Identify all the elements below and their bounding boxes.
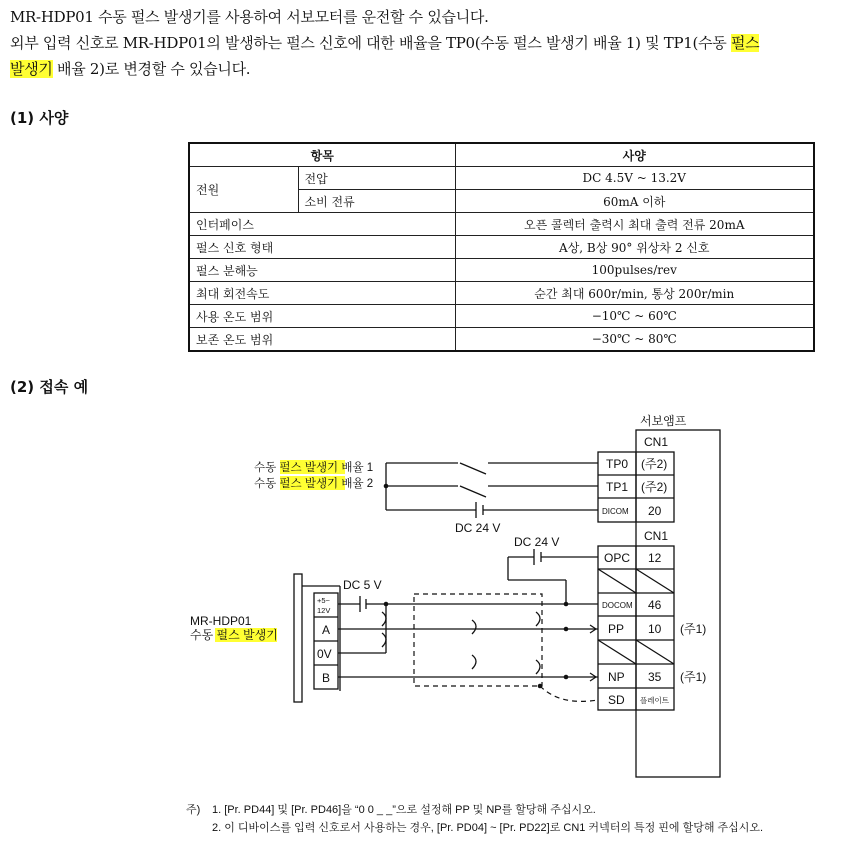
pin-num: 12 — [648, 551, 662, 565]
pin-name: OPC — [604, 551, 631, 565]
header-spec: 사양 — [455, 143, 814, 167]
np-note: (주1) — [680, 670, 707, 684]
section-title-connection: (2) 접속 예 — [10, 378, 89, 396]
highlight-pulse: 펄스 — [730, 34, 760, 52]
spec-value: A상, B상 90° 위상차 2 신호 — [455, 236, 814, 259]
pin-num: 플레이트 — [640, 696, 669, 705]
spec-item: 펄스 분해능 — [189, 259, 455, 282]
spec-item: 펄스 신호 형태 — [189, 236, 455, 259]
dev-pin-power-2: 12V — [317, 606, 331, 615]
intro-line-2-text: 외부 입력 신호로 MR-HDP01의 발생하는 펄스 신호에 대한 배율을 TP0(수동 펄스 발생기 배율 1) 및 TP1(수동 — [10, 34, 731, 52]
pin-name: DICOM — [602, 507, 629, 516]
pin-num: 46 — [648, 598, 662, 612]
header-item: 항목 — [189, 143, 455, 167]
note-2: 2. 이 디바이스를 입력 신호로서 사용하는 경우, [Pr. PD04] ~ [Pr. PD22]로 CN1 커넥터의 특정 핀에 할당해 주십시오. — [212, 822, 764, 834]
pin-num: 35 — [648, 670, 662, 684]
highlight-generator: 발생기 — [10, 60, 53, 78]
dev-pin-b: B — [322, 671, 331, 685]
spec-value: 오픈 콜렉터 출력시 최대 출력 전류 20mA — [455, 213, 814, 236]
spec-item: 사용 온도 범위 — [189, 305, 455, 328]
device-name: MR-HDP01 — [190, 614, 252, 628]
cn1-label-bottom: CN1 — [644, 529, 669, 543]
pp-note: (주1) — [680, 622, 707, 636]
intro-line-1: MR-HDP01 수동 펄스 발생기를 사용하여 서보모터를 운전할 수 있습니다. — [10, 8, 489, 26]
intro-line-3-text: 배율 2)로 변경할 수 있습니다. — [52, 60, 251, 78]
pin-num: (주2) — [641, 480, 668, 494]
notes-prefix: 주) — [186, 804, 201, 816]
pin-num: (주2) — [641, 457, 668, 471]
pin-num: 20 — [648, 504, 662, 518]
dev-pin-a: A — [322, 623, 331, 637]
dc24-label-opc: DC 24 V — [514, 535, 560, 549]
servo-amp-label: 서보앰프 — [640, 414, 687, 428]
device-desc: 수동 펄스 발생기 — [190, 628, 278, 642]
power-label: 전원 — [189, 167, 298, 213]
spec-item: 보존 온도 범위 — [189, 328, 455, 352]
pin-name: TP1 — [606, 480, 629, 494]
dc24-label-dicom: DC 24 V — [455, 521, 501, 535]
spec-value: −30℃ ~ 80℃ — [455, 328, 814, 352]
spec-item: 인터페이스 — [189, 213, 455, 236]
sub-item: 소비 전류 — [298, 190, 455, 213]
tp0-label: 수동 펄스 발생기 배율 1 — [254, 462, 374, 474]
pin-name: TP0 — [606, 457, 629, 471]
pin-name: DOCOM — [602, 601, 633, 610]
pin-name: PP — [608, 622, 625, 636]
pin-name: NP — [608, 670, 625, 684]
spec-value: 60mA 이하 — [455, 190, 814, 213]
dev-pin-0v: 0V — [317, 647, 332, 661]
spec-value: −10℃ ~ 60℃ — [455, 305, 814, 328]
spec-item: 최대 회전속도 — [189, 282, 455, 305]
dev-pin-power-1: +5~ — [317, 596, 330, 605]
sub-item: 전압 — [298, 167, 455, 190]
note-1: 1. [Pr. PD44] 및 [Pr. PD46]을 “0 0 _ _”으로 설정해 PP 및 NP를 할당해 주십시오. — [212, 804, 596, 816]
pin-name: SD — [608, 693, 625, 707]
cn1-label-top: CN1 — [644, 435, 669, 449]
section-title-spec: (1) 사양 — [10, 109, 69, 127]
spec-value: DC 4.5V ~ 13.2V — [455, 167, 814, 190]
pin-num: 10 — [648, 622, 662, 636]
dc5-label: DC 5 V — [343, 578, 382, 592]
spec-value: 100pulses/rev — [455, 259, 814, 282]
spec-value: 순간 최대 600r/min, 통상 200r/min — [455, 282, 814, 305]
tp1-label: 수동 펄스 발생기 배율 2 — [254, 478, 374, 490]
